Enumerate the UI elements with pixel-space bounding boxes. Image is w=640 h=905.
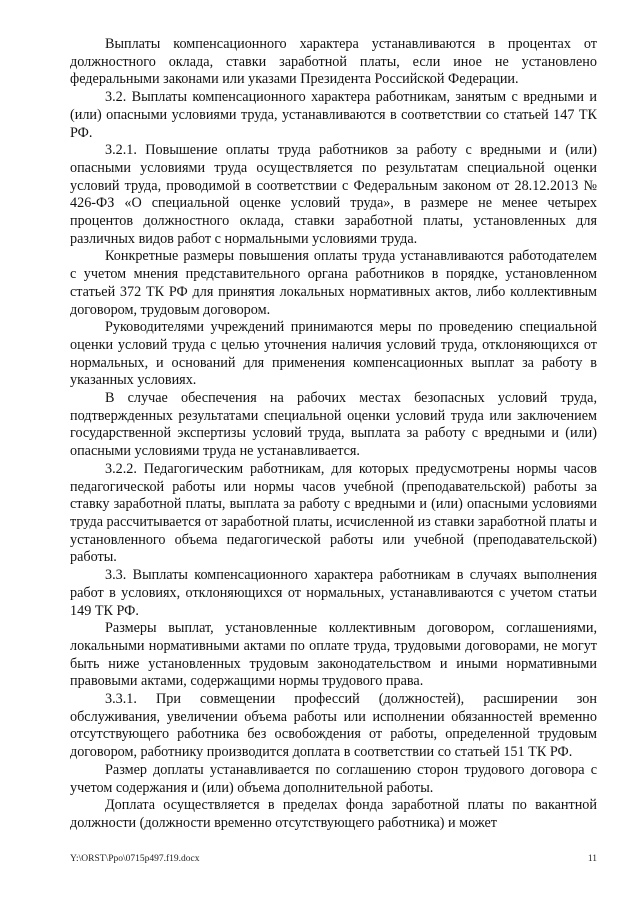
- paragraph-payment-sizes: Размеры выплат, установленные коллективным договором, соглашениями, локальными нормативными актами по оплате труда, трудовыми договорами, не могут быть ниже установленных трудовым законодательством и иными нормативными правовыми актами, содержащими нормы трудового права.: [70, 620, 597, 690]
- paragraph-safe-conditions: В случае обеспечения на рабочих местах безопасных условий труда, подтвержденных результатами специальной оценки условий труда или заключением государственной экспертизы условий труда, выплата за работу с вредными и (или) опасными условиями труда не устанавливается.: [70, 390, 597, 460]
- paragraph-surcharge-size: Размер доплаты устанавливается по соглашению сторон трудового договора с учетом содержания и (или) объема дополнительной работы.: [70, 761, 597, 796]
- paragraph-3-2: 3.2. Выплаты компенсационного характера работникам, занятым с вредными и (или) опасными условиями труда, устанавливаются в соответствии со статьей 147 ТК РФ.: [70, 89, 597, 141]
- document-body: [70, 36, 597, 833]
- paragraph-3-3: 3.3. Выплаты компенсационного характера работникам в случаях выполнения работ в условиях, отклоняющихся от нормальных, устанавливаются с учетом статьи 149 ТК РФ.: [70, 567, 597, 619]
- paragraph-3-3-1: 3.3.1. При совмещении профессий (должностей), расширении зон обслуживания, увеличении объема работы или исполнении обязанностей временно отсутствующего работника без освобождения от работы, определенной трудовым договором, работнику производится доплата в соответствии со статьей 151 ТК РФ.: [70, 691, 597, 761]
- paragraph-compensation-percent: Выплаты компенсационного характера устанавливаются в процентах от должностного оклада, ставки заработной платы, если иное не установлено федеральными законами или указами Президента Российской Федерации.: [70, 36, 597, 88]
- paragraph-specific-amounts: Конкретные размеры повышения оплаты труда устанавливаются работодателем с учетом мнения представительного органа работников в порядке, установленном статьей 372 ТК РФ для принятия локальных нормативных актов, либо коллективным договором, трудовым договором.: [70, 248, 597, 318]
- footer-file-path: Y:\ORST\Ppo\0715p497.f19.docx: [70, 854, 200, 864]
- page-number: 11: [587, 854, 597, 864]
- paragraph-surcharge-fund: Доплата осуществляется в пределах фонда заработной платы по вакантной должности (должности временно отсутствующего работника) и может: [70, 797, 597, 831]
- paragraph-managers-measures: Руководителями учреждений принимаются меры по проведению специальной оценки условий труда с целью уточнения наличия условий труда, отклоняющихся от нормальных, и оснований для применения компенсационных выплат за работу в указанных условиях.: [70, 319, 597, 389]
- paragraph-3-2-1: 3.2.1. Повышение оплаты труда работников за работу с вредными и (или) опасными условиями труда осуществляется по результатам специальной оценки условий труда, проводимой в соответствии с Федеральным законом от 28.12.2013 № 426-ФЗ «О специальной оценке условий труда», в размере не менее четырех процентов должностного оклада, ставки заработной платы, установленных для различных видов работ с нормальными условиями труда.: [70, 142, 597, 247]
- paragraph-3-2-2: 3.2.2. Педагогическим работникам, для которых предусмотрены нормы часов педагогической работы или нормы часов учебной (преподавательской) работы за ставку заработной платы, выплата за работу с вредными и (или) опасными условиями труда рассчитывается от заработной платы, исчисленной из ставки заработной платы и установленного объема педагогической работы или учебной (преподавательской) работы.: [70, 460, 597, 566]
